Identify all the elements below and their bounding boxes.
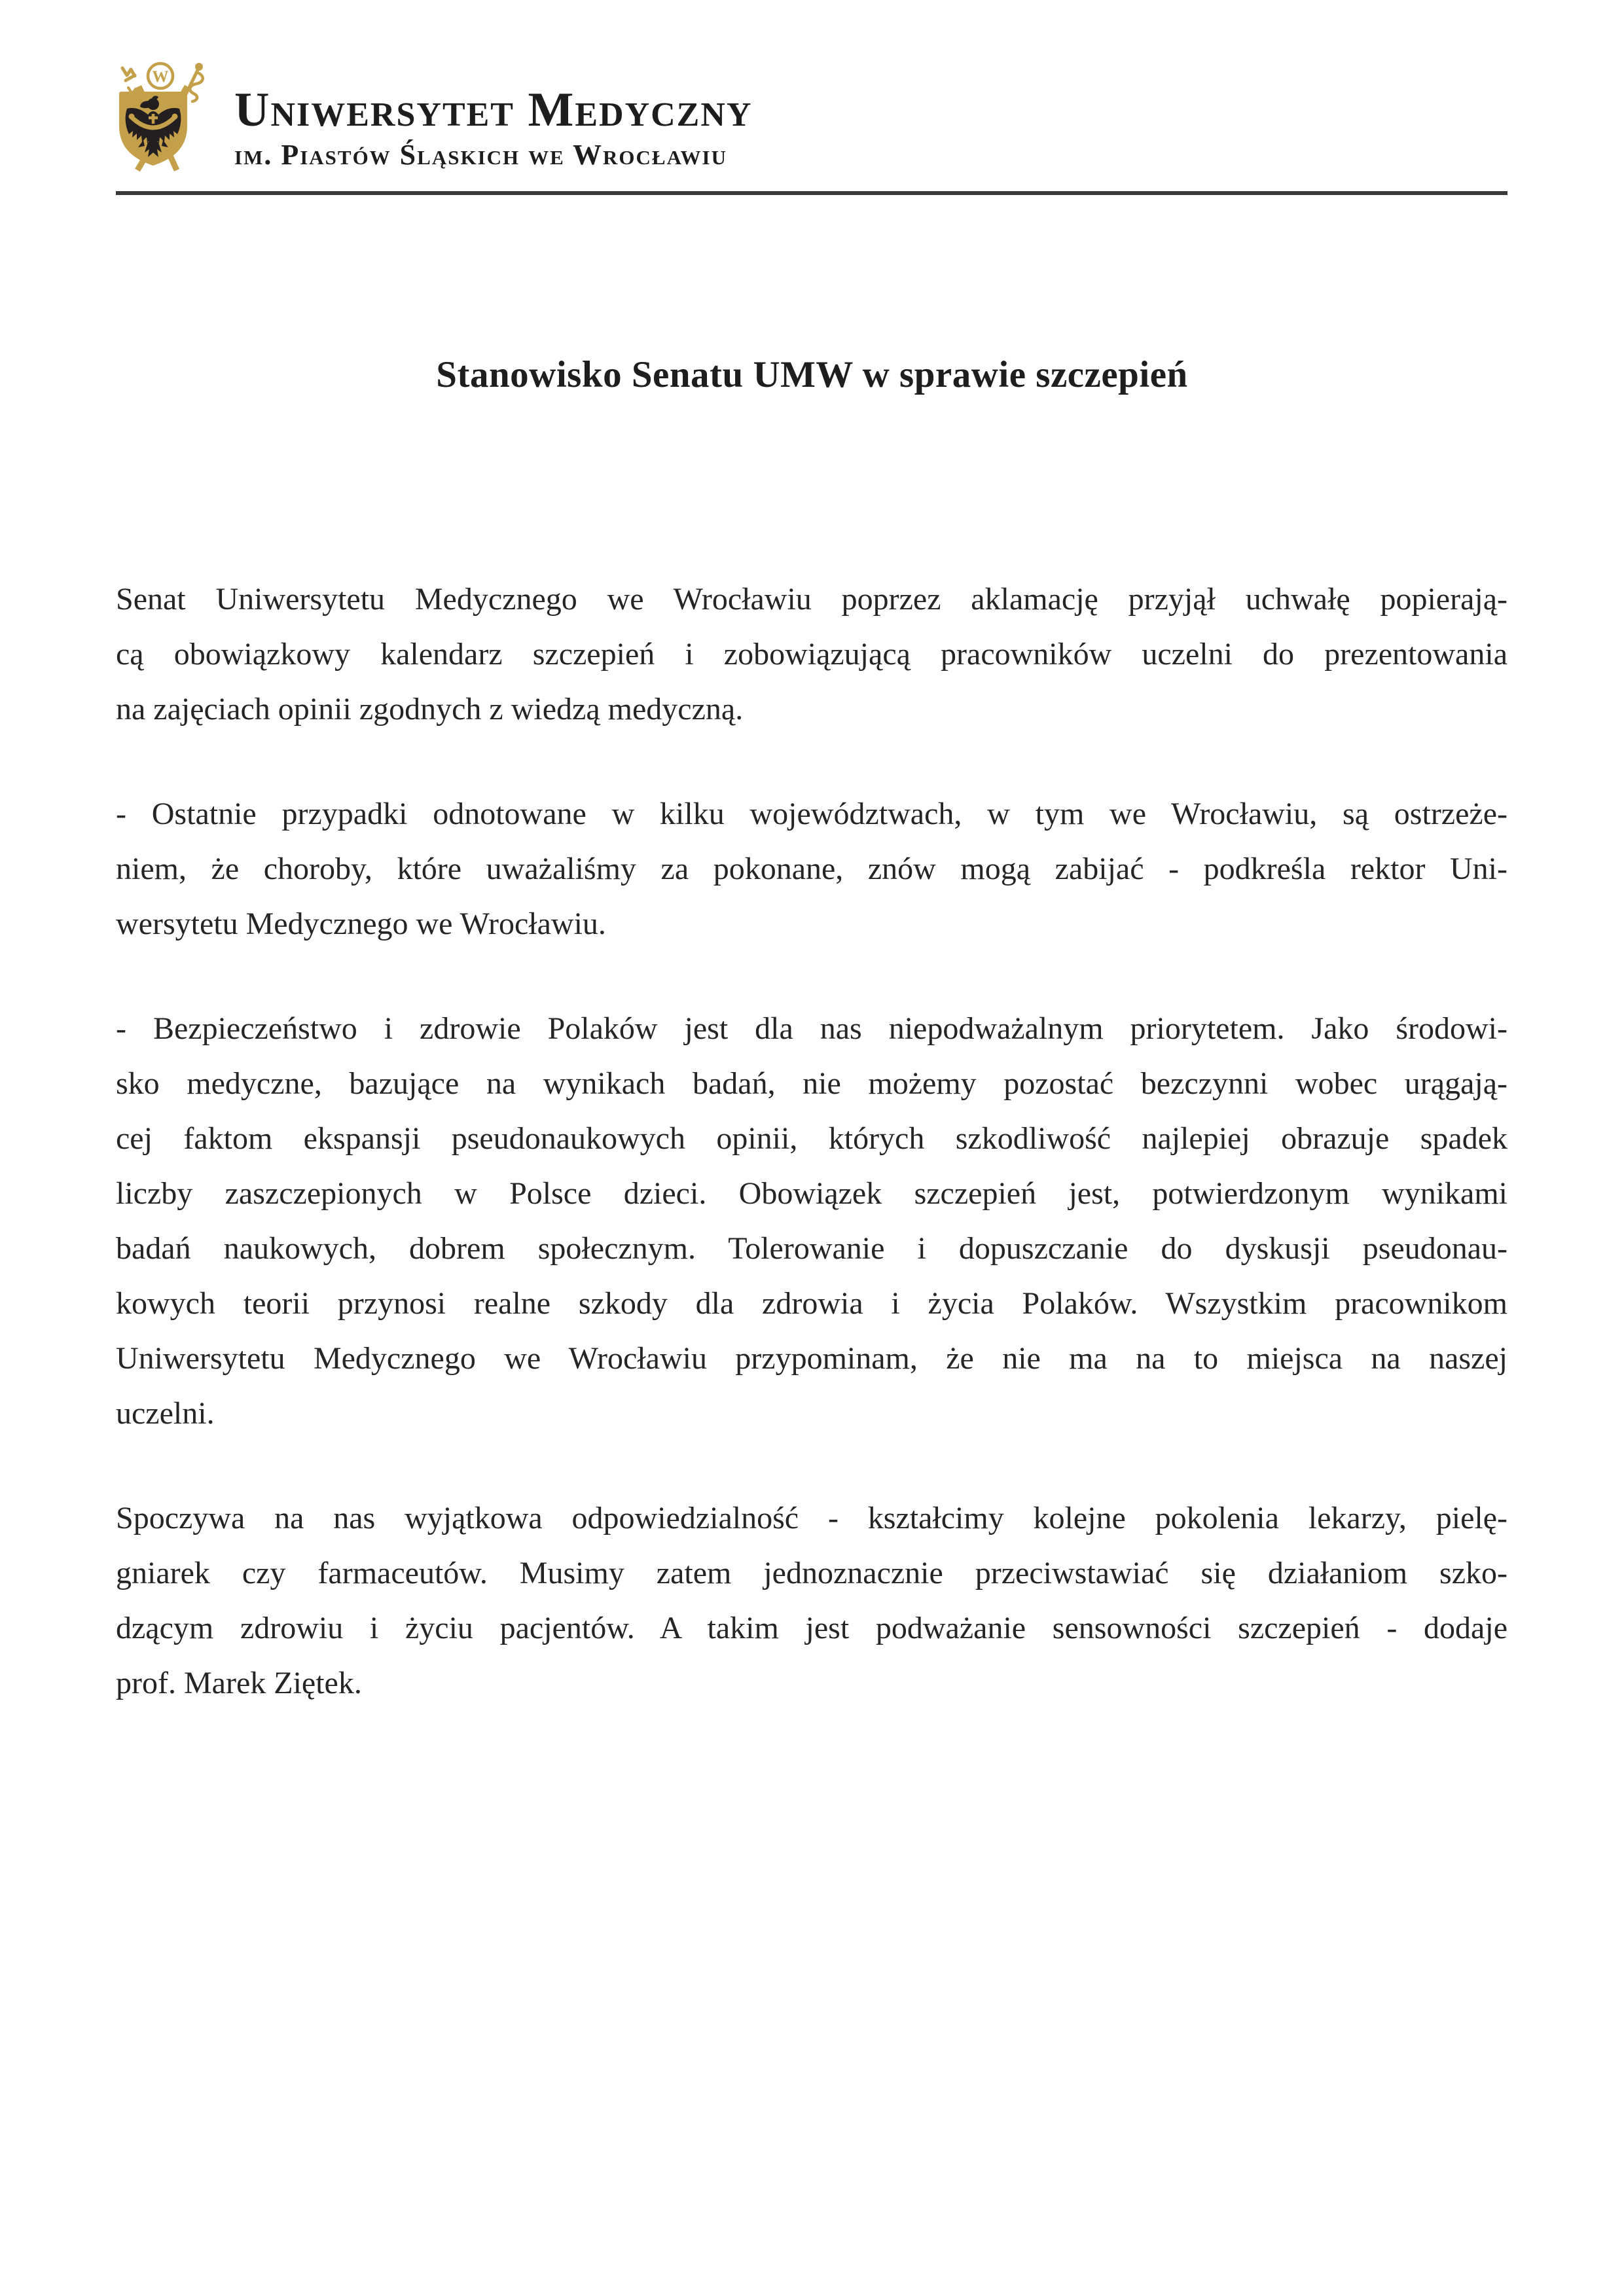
text-line: liczby zaszczepionych w Polsce dzieci. Obowiązek szczepień jest, potwierdzonym wynikami (116, 1176, 1507, 1211)
text-line: cej faktom ekspansji pseudonaukowych opinii, których szkodliwość najlepiej obrazuje spadek (116, 1121, 1507, 1156)
paragraph (116, 572, 1507, 737)
scepter-icon (122, 68, 139, 94)
text-line: badań naukowych, dobrem społecznym. Tolerowanie i dopuszczanie do dyskusji pseudonau- (116, 1231, 1507, 1266)
text-line: - Ostatnie przypadki odnotowane w kilku województwach, w tym we Wrocławiu, są ostrzeże- (116, 797, 1507, 831)
text-line: wersytetu Medycznego we Wrocławiu. (116, 906, 606, 941)
document-body (116, 572, 1507, 1711)
monogram-medallion-icon (148, 63, 173, 88)
medallion-monogram: W (152, 68, 169, 86)
caduceus-icon (186, 63, 203, 101)
text-line: kowych teorii przynosi realne szkody dla zdrowia i życia Polaków. Wszystkim pracownikom (116, 1286, 1507, 1321)
text-line: prof. Marek Ziętek. (116, 1666, 362, 1700)
org-subtitle: im. Piastów Śląskich we Wrocławiu (234, 139, 727, 171)
paragraph (116, 787, 1507, 952)
university-crest-logo (109, 60, 217, 191)
text-line: na zajęciach opinii zgodnych z wiedzą medyczną. (116, 692, 744, 726)
text-line: Uniwersytetu Medycznego we Wrocławiu przypominam, że nie ma na to miejsca na naszej (116, 1341, 1507, 1376)
letterhead (234, 84, 752, 171)
org-name: Uniwersytet Medyczny (234, 83, 753, 137)
text-line: Senat Uniwersytetu Medycznego we Wrocławiu poprzez aklamację przyjął uchwałę popierają- (116, 582, 1507, 617)
text-line: Spoczywa na nas wyjątkowa odpowiedzialność - kształcimy kolejne pokolenia lekarzy, pielę- (116, 1501, 1507, 1535)
text-line: - Bezpieczeństwo i zdrowie Polaków jest dla nas niepodważalnym priorytetem. Jako środowi- (116, 1011, 1507, 1046)
text-line: sko medyczne, bazujące na wynikach badań, nie możemy pozostać bezczynni wobec urągają- (116, 1066, 1507, 1101)
page-title: Stanowisko Senatu UMW w sprawie szczepień (436, 354, 1188, 395)
text-line: dzącym zdrowiu i życiu pacjentów. A takim jest podważanie sensowności szczepień - dodaje (116, 1611, 1507, 1645)
header-divider (116, 191, 1507, 195)
paragraph (116, 1001, 1507, 1441)
paragraph (116, 1491, 1507, 1711)
text-line: niem, że choroby, które uważaliśmy za pokonane, znów mogą zabijać - podkreśla rektor Uni- (116, 852, 1507, 886)
text-line: cą obowiązkowy kalendarz szczepień i zobowiązującą pracowników uczelni do prezentowania (116, 637, 1507, 672)
text-line: gniarek czy farmaceutów. Musimy zatem jednoznacznie przeciwstawiać się działaniom szko- (116, 1556, 1507, 1590)
text-line: uczelni. (116, 1396, 215, 1431)
